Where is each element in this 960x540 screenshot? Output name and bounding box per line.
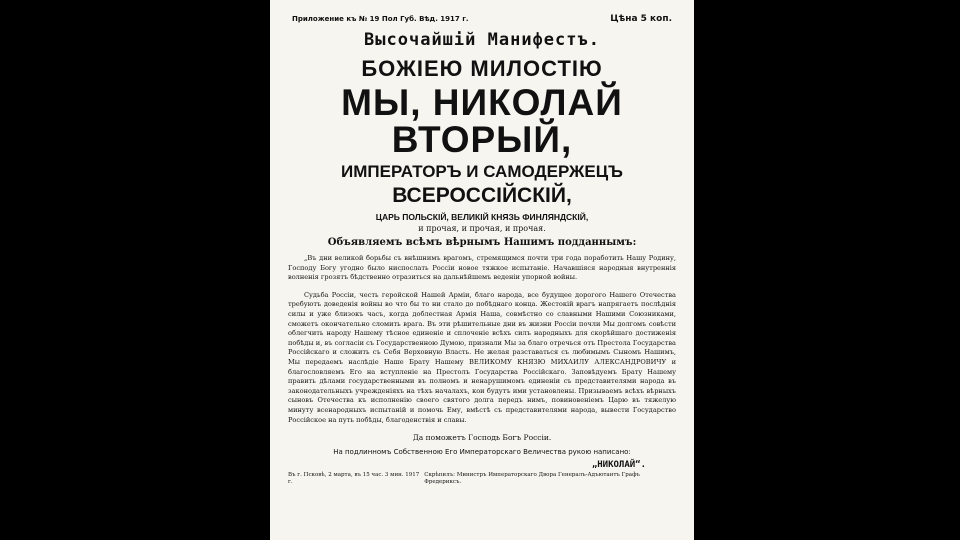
closing-line: Да поможетъ Господь Богъ Россіи. <box>412 433 552 443</box>
signature: „НИКОЛАЙ“. <box>591 460 646 471</box>
etc-line: и прочая, и прочая, и прочая. <box>418 224 546 233</box>
place-date: Въ г. Псковѣ, 2 марта, въ 15 час. 3 мин. 1917 г. <box>288 472 420 486</box>
body-paragraph: „Въ дни великой борьбы съ внѣшнимъ врагомъ, стремящимся почти три года поработить Нашу Родину, Господу Богу угодно было ниспослать Россіи новое тяжкое испытаніе. Начавшіяся народныя внутреннія волненія грозятъ бѣдственно отразиться на дальнѣйшемъ веденіи упорной войны. <box>288 254 676 282</box>
document-title: Высочайшій Манифестъ. <box>364 30 600 50</box>
by-grace-heading: БОЖІЕЮ МИЛОСТІЮ <box>361 56 603 81</box>
countersignature: Скрѣпилъ: Министръ Императорскаго Двора Генералъ-Адъютантъ Графъ Фредерикcъ. <box>424 472 640 486</box>
price-label: Цѣна 5 коп. <box>610 14 672 24</box>
header-line <box>292 14 672 24</box>
tsar-name-heading: МЫ, НИКОЛАЙ ВТОРЫЙ, <box>341 82 623 160</box>
footer <box>288 472 676 486</box>
manifesto-sheet <box>270 0 694 540</box>
original-note: На подлинномъ Собственною Его Императорскаго Величества рукою написано: <box>333 448 631 457</box>
supplement-note: Приложение къ № 19 Пол Губ. Вѣд. 1917 г. <box>292 15 469 23</box>
emperor-title: ИМПЕРАТОРЪ И САМОДЕРЖЕЦЪ <box>341 162 623 181</box>
body-paragraph: Судьба Россіи, честь геройской Нашей Арміи, благо народа, все будущее дорогого Нашего Отечества требуютъ доведенія войны во что бы то ни стало до побѣднаго конца. Жестокій врагъ напрягаетъ послѣднія силы и уже близокъ часъ, когда доблестная Армія Наша, совмѣстно со славными Нашими Союзниками, сможетъ окончательно сломить врага. Въ эти рѣшительные дни въ жизни Россіи почли Мы долгомъ совѣсти облегчить народу Нашему тѣсное единеніе и сплоченіе всѣхъ силъ народныхъ для скорѣйшаго достиженія побѣды и, въ согласіи съ Государственною Думою, признали Мы за благо отречься отъ Престола Государства Россійскаго и сложить съ Себя Верховную Власть. Не желая разставаться съ любимымъ Сыномъ Нашимъ, Мы передаемъ наслѣдіе Наше Брату Нашему ВЕЛИКОМУ КНЯЗЮ МИХАИЛУ АЛЕКСАНДРОВИЧУ и благословляемъ Его на вступленіе на Престолъ Государства Россійскаго. Заповѣдуемъ Брату Нашему править дѣлами государственными въ полномъ и ненарушимомъ единеніи съ представителями народа въ законодательныхъ учрежденіяхъ на тѣхъ началахъ, кои будутъ ими установлены. Призываемъ всѣхъ вѣрныхъ сыновъ Отечества къ исполненію своего святого долга передъ нимъ, повиновеніемъ Царю въ тяжелую минуту всенародныхъ испытаній и помочь Ему, вмѣстѣ съ представителями народа, вывести Государство Россійское на путь побѣды, благоденствія и славы. <box>288 290 676 424</box>
all-russia-title: ВСЕРОССІЙСКІЙ, <box>392 184 572 207</box>
tsar-title: ЦАРЬ ПОЛЬСКІЙ, ВЕЛИКІЙ КНЯЗЬ ФИНЛЯНДСКІЙ, <box>375 212 589 222</box>
announcement-line: Объявляемъ всѣмъ вѣрнымъ Нашимъ подданнымъ: <box>327 237 637 248</box>
